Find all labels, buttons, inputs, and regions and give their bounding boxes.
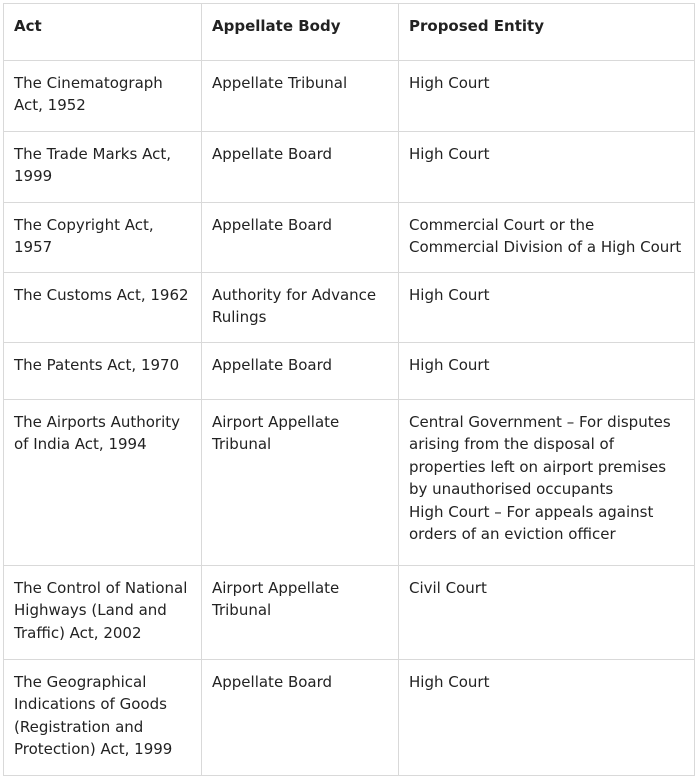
table-row — [4, 132, 695, 203]
cell-proposed-entity — [399, 343, 695, 400]
cell-appellate-body: Authority for Advance Rulings — [202, 273, 399, 343]
cell-act: The Customs Act, 1962 — [4, 273, 202, 343]
cell-act: The Airports Authority of India Act, 1994 — [4, 400, 202, 566]
table-row — [4, 343, 695, 400]
cell-proposed-entity — [399, 273, 695, 343]
header-row — [4, 4, 695, 61]
entity-line: Central Government – For disputes arising from the disposal of properties left on airport premises by unauthorised occupants — [409, 413, 671, 499]
cell-proposed-entity — [399, 566, 695, 660]
header-proposed-entity: Proposed Entity — [399, 4, 695, 61]
header-appellate-body: Appellate Body — [202, 4, 399, 61]
cell-appellate-body: Airport Appellate Tribunal — [202, 566, 399, 660]
cell-appellate-body: Appellate Board — [202, 132, 399, 203]
cell-act: The Geographical Indications of Goods (Registration and Protection) Act, 1999 — [4, 660, 202, 776]
table-row — [4, 273, 695, 343]
entity-line: Civil Court — [409, 579, 487, 597]
cell-appellate-body: Appellate Board — [202, 343, 399, 400]
table-row — [4, 400, 695, 566]
table-row — [4, 61, 695, 132]
table-row — [4, 203, 695, 273]
entity-line: High Court – For appeals against orders of an eviction officer — [409, 502, 654, 544]
cell-proposed-entity — [399, 660, 695, 776]
cell-proposed-entity — [399, 203, 695, 273]
entity-line: High Court — [409, 286, 490, 304]
table-row — [4, 660, 695, 776]
header-act: Act — [4, 4, 202, 61]
cell-act: The Copyright Act, 1957 — [4, 203, 202, 273]
entity-line: High Court — [409, 673, 490, 691]
entity-line: High Court — [409, 145, 490, 163]
cell-proposed-entity — [399, 132, 695, 203]
cell-act: The Control of National Highways (Land and Traffic) Act, 2002 — [4, 566, 202, 660]
cell-appellate-body: Airport Appellate Tribunal — [202, 400, 399, 566]
cell-appellate-body: Appellate Board — [202, 203, 399, 273]
acts-table-container — [3, 3, 695, 776]
cell-act: The Cinematograph Act, 1952 — [4, 61, 202, 132]
cell-act: The Patents Act, 1970 — [4, 343, 202, 400]
cell-proposed-entity — [399, 400, 695, 566]
cell-appellate-body: Appellate Board — [202, 660, 399, 776]
cell-appellate-body: Appellate Tribunal — [202, 61, 399, 132]
entity-line: Commercial Court or the Commercial Division of a High Court — [409, 216, 682, 257]
cell-act: The Trade Marks Act, 1999 — [4, 132, 202, 203]
entity-line: High Court — [409, 74, 490, 92]
entity-line: High Court — [409, 356, 490, 374]
cell-proposed-entity — [399, 61, 695, 132]
acts-table — [3, 3, 695, 776]
table-row — [4, 566, 695, 660]
